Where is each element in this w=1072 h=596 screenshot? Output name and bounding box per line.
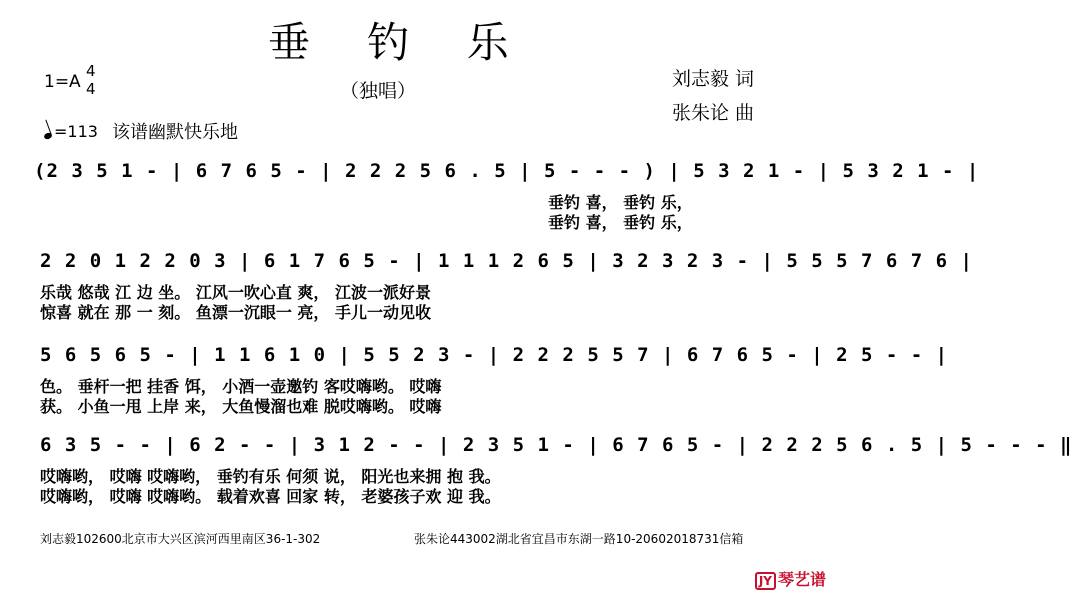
- lyric-line-2-verse-2: 惊喜 就在 那 一 刻。 鱼漂一沉眼一 亮， 手儿一动见收: [40, 303, 431, 322]
- time-signature: [86, 62, 96, 98]
- expression-note: 该谱幽默快乐地: [112, 122, 238, 143]
- notation-line-1: (2 3 5 1 - | 6 7 6 5 - | 2 2 2 5 6 . 5 | 5 - - - ) | 5 3 2 1 - | 5 3 2 1 - |: [34, 160, 980, 182]
- site-logo: [755, 567, 826, 590]
- quarter-note-icon: [43, 132, 53, 140]
- lyric-line-2-verse-1: 乐哉 悠哉 江 边 坐。 江风一吹心直 爽， 江波一派好景: [40, 283, 431, 302]
- lyric-line-3-verse-1: 色。 垂杆一把 挂香 饵， 小酒一壶邀钓 客哎嗨哟。 哎嗨: [40, 377, 442, 396]
- footer-contact-lyricist: 刘志毅102600北京市大兴区滨河西里南区36-1-302: [40, 532, 321, 546]
- lyric-line-3-verse-2: 获。 小鱼一甩 上岸 来， 大鱼慢溜也难 脱哎嗨哟。 哎嗨: [40, 397, 442, 416]
- lyric-line-4-verse-1: 哎嗨哟， 哎嗨 哎嗨哟， 垂钓有乐 何须 说， 阳光也来拥 抱 我。: [40, 467, 501, 486]
- score-title: 垂 钓 乐: [268, 18, 531, 67]
- lyricist-credit: 刘志毅 词: [672, 68, 755, 90]
- notation-line-4: 6 3 5 - - | 6 2 - - | 3 1 2 - - | 2 3 5 1 - | 6 7 6 5 - | 2 2 2 5 6 . 5 | 5 - - - ‖: [40, 434, 1072, 456]
- tempo-marking: [44, 122, 98, 141]
- notation-line-2: 2 2 0 1 2 2 0 3 | 6 1 7 6 5 - | 1 1 1 2 6 5 | 3 2 3 2 3 - | 5 5 5 7 6 7 6 |: [40, 250, 973, 272]
- logo-mark-icon: JY: [755, 572, 776, 590]
- lyric-line-1-verse-1: 垂钓 喜， 垂钓 乐，: [548, 193, 693, 212]
- key-signature: 1=A: [44, 72, 81, 92]
- time-signature-bottom: 4: [86, 80, 96, 98]
- notation-line-3: 5 6 5 6 5 - | 1 1 6 1 0 | 5 5 2 3 - | 2 2 2 5 5 7 | 6 7 6 5 - | 2 5 - - |: [40, 344, 949, 366]
- composer-credit: 张朱论 曲: [672, 102, 755, 124]
- tempo-value: =113: [54, 122, 98, 141]
- lyric-line-4-verse-2: 哎嗨哟， 哎嗨 哎嗨哟。 载着欢喜 回家 转， 老婆孩子欢 迎 我。: [40, 487, 501, 506]
- time-signature-top: 4: [86, 62, 96, 80]
- score-subtitle: （独唱）: [340, 80, 417, 102]
- footer-contact-composer: 张朱论443002湖北省宜昌市东湖一路10-20602018731信箱: [414, 532, 744, 546]
- lyric-line-1-verse-2: 垂钓 喜， 垂钓 乐，: [548, 213, 693, 232]
- logo-text: 琴艺谱: [777, 570, 826, 589]
